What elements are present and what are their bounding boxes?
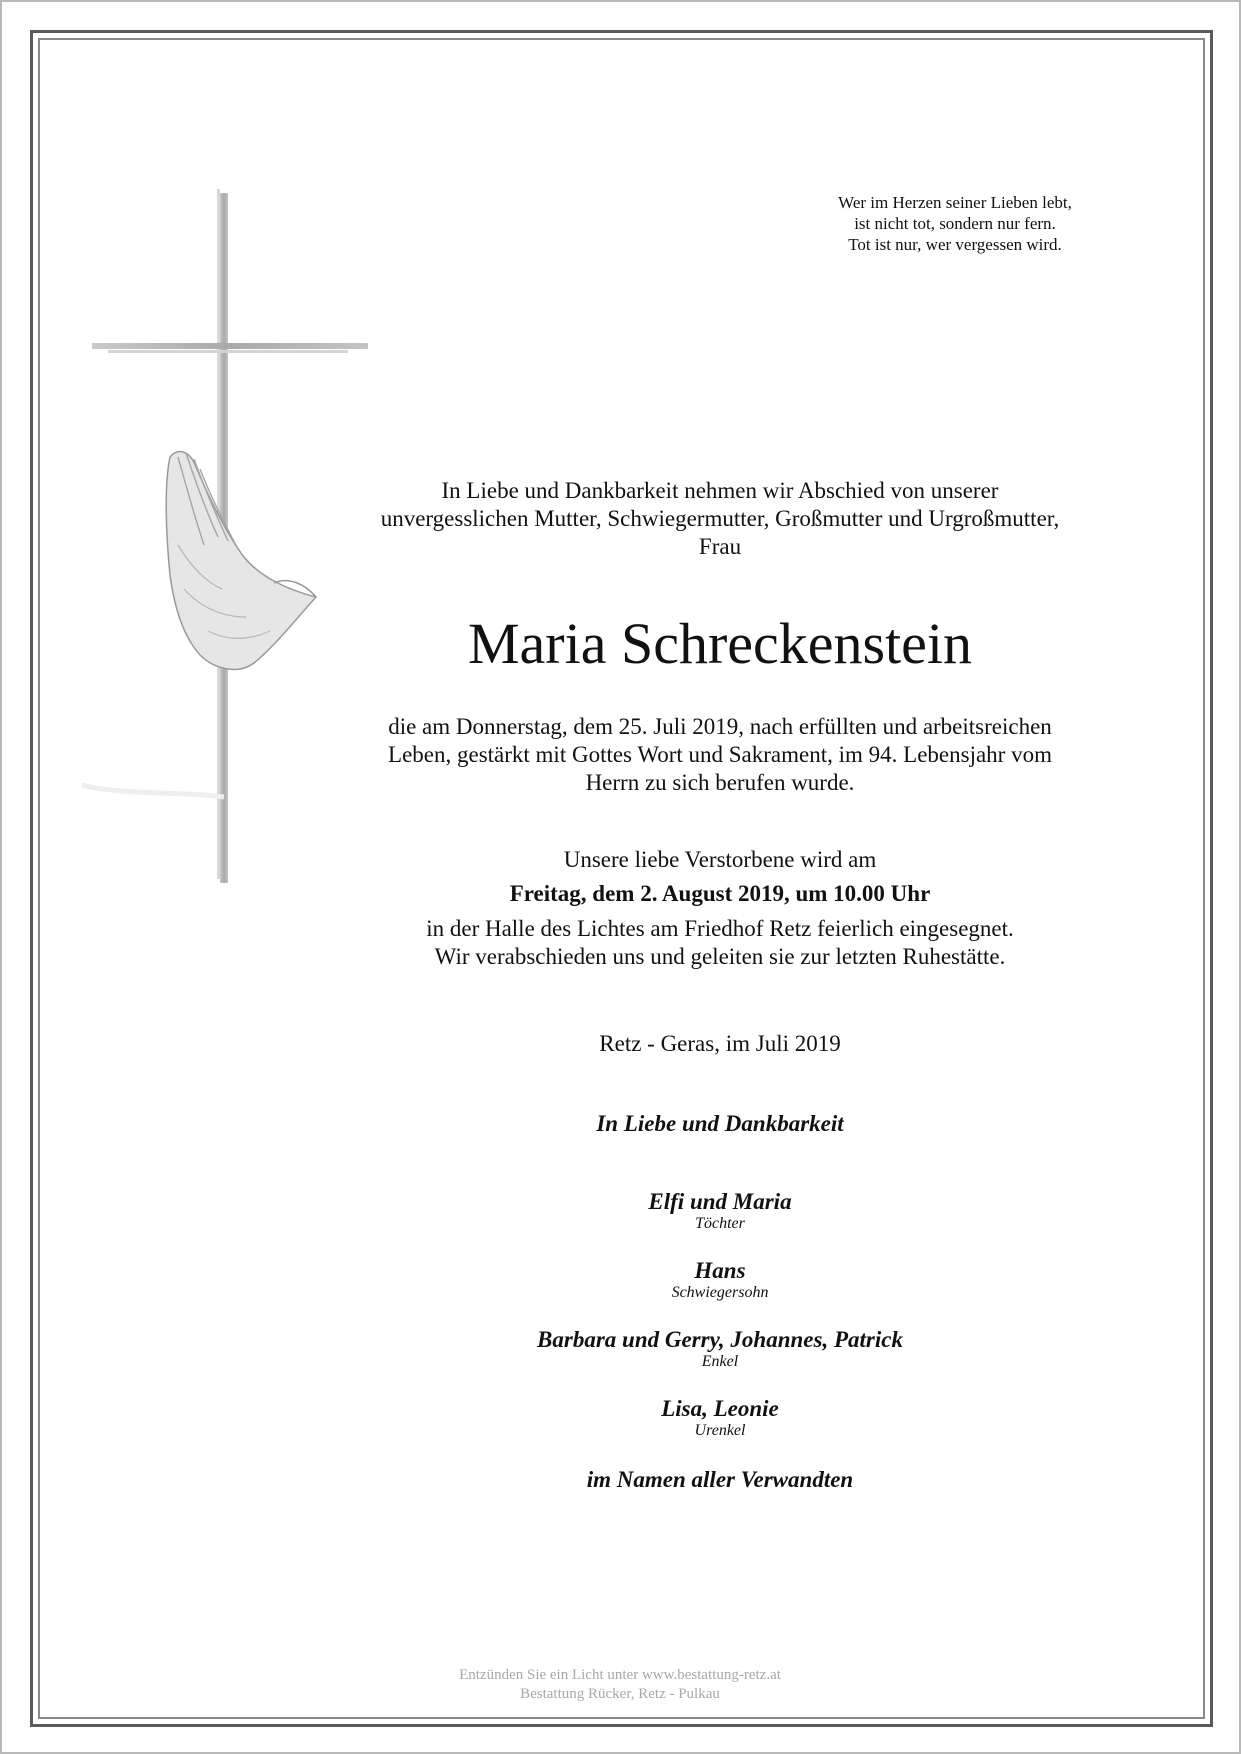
mourner-group — [340, 1188, 1100, 1233]
footer-light-link-text: Entzünden Sie ein Licht unter www.bestattung-retz.at — [459, 1667, 781, 1683]
mourner-group — [340, 1395, 1100, 1440]
place-and-date: Retz - Geras, im Juli 2019 — [599, 1031, 841, 1056]
death-details — [340, 713, 1100, 797]
ceremony-line: in der Halle des Lichtes am Friedhof Retz feierlich eingesegnet. — [426, 916, 1014, 941]
mourners-heading: In Liebe und Dankbarkeit — [596, 1111, 844, 1136]
mourner-group — [340, 1326, 1100, 1371]
motto-quote — [800, 192, 1110, 255]
footer — [370, 1666, 870, 1704]
mourner-relation: Töchter — [695, 1215, 745, 1232]
intro-line: In Liebe und Dankbarkeit nehmen wir Abschied von unserer — [441, 478, 999, 503]
mourner-relation: Schwiegersohn — [671, 1284, 769, 1301]
mourner-names: Hans — [694, 1258, 746, 1283]
details-line: die am Donnerstag, dem 25. Juli 2019, nach erfüllten und arbeitsreichen — [388, 714, 1052, 739]
motto-line: ist nicht tot, sondern nur fern. — [854, 214, 1056, 233]
mourner-names: Elfi und Maria — [648, 1189, 792, 1214]
footer-funeral-home: Bestattung Rücker, Retz - Pulkau — [520, 1686, 720, 1702]
details-line: Herrn zu sich berufen wurde. — [585, 770, 855, 795]
deceased-name: Maria Schreckenstein — [467, 611, 973, 676]
motto-line: Tot ist nur, wer vergessen wird. — [848, 235, 1062, 254]
ceremony-intro: Unsere liebe Verstorbene wird am — [563, 847, 877, 872]
cross-horizontal-beam — [92, 343, 368, 349]
intro-line: unvergesslichen Mutter, Schwiegermutter, Großmutter und Urgroßmutter, — [380, 506, 1060, 531]
motto-line: Wer im Herzen seiner Lieben lebt, — [838, 193, 1072, 212]
mourner-names: Barbara und Gerry, Johannes, Patrick — [537, 1327, 903, 1352]
ceremony-details — [340, 915, 1100, 971]
cross-with-praying-hands-icon — [78, 185, 368, 905]
intro-text — [340, 477, 1100, 561]
ceremony-date-time: Freitag, dem 2. August 2019, um 10.00 Uhr — [509, 881, 931, 906]
intro-line: Frau — [698, 534, 742, 559]
mourner-relation: Enkel — [701, 1353, 739, 1370]
mourner-relation: Urenkel — [694, 1422, 746, 1439]
ceremony-line: Wir verabschieden uns und geleiten sie zur letzten Ruhestätte. — [434, 944, 1006, 969]
praying-hands-icon — [166, 452, 316, 670]
closing-line: im Namen aller Verwandten — [586, 1467, 854, 1492]
mourner-group — [340, 1257, 1100, 1302]
details-line: Leben, gestärkt mit Gottes Wort und Sakrament, im 94. Lebensjahr vom — [388, 742, 1052, 767]
mourner-names: Lisa, Leonie — [661, 1396, 779, 1421]
